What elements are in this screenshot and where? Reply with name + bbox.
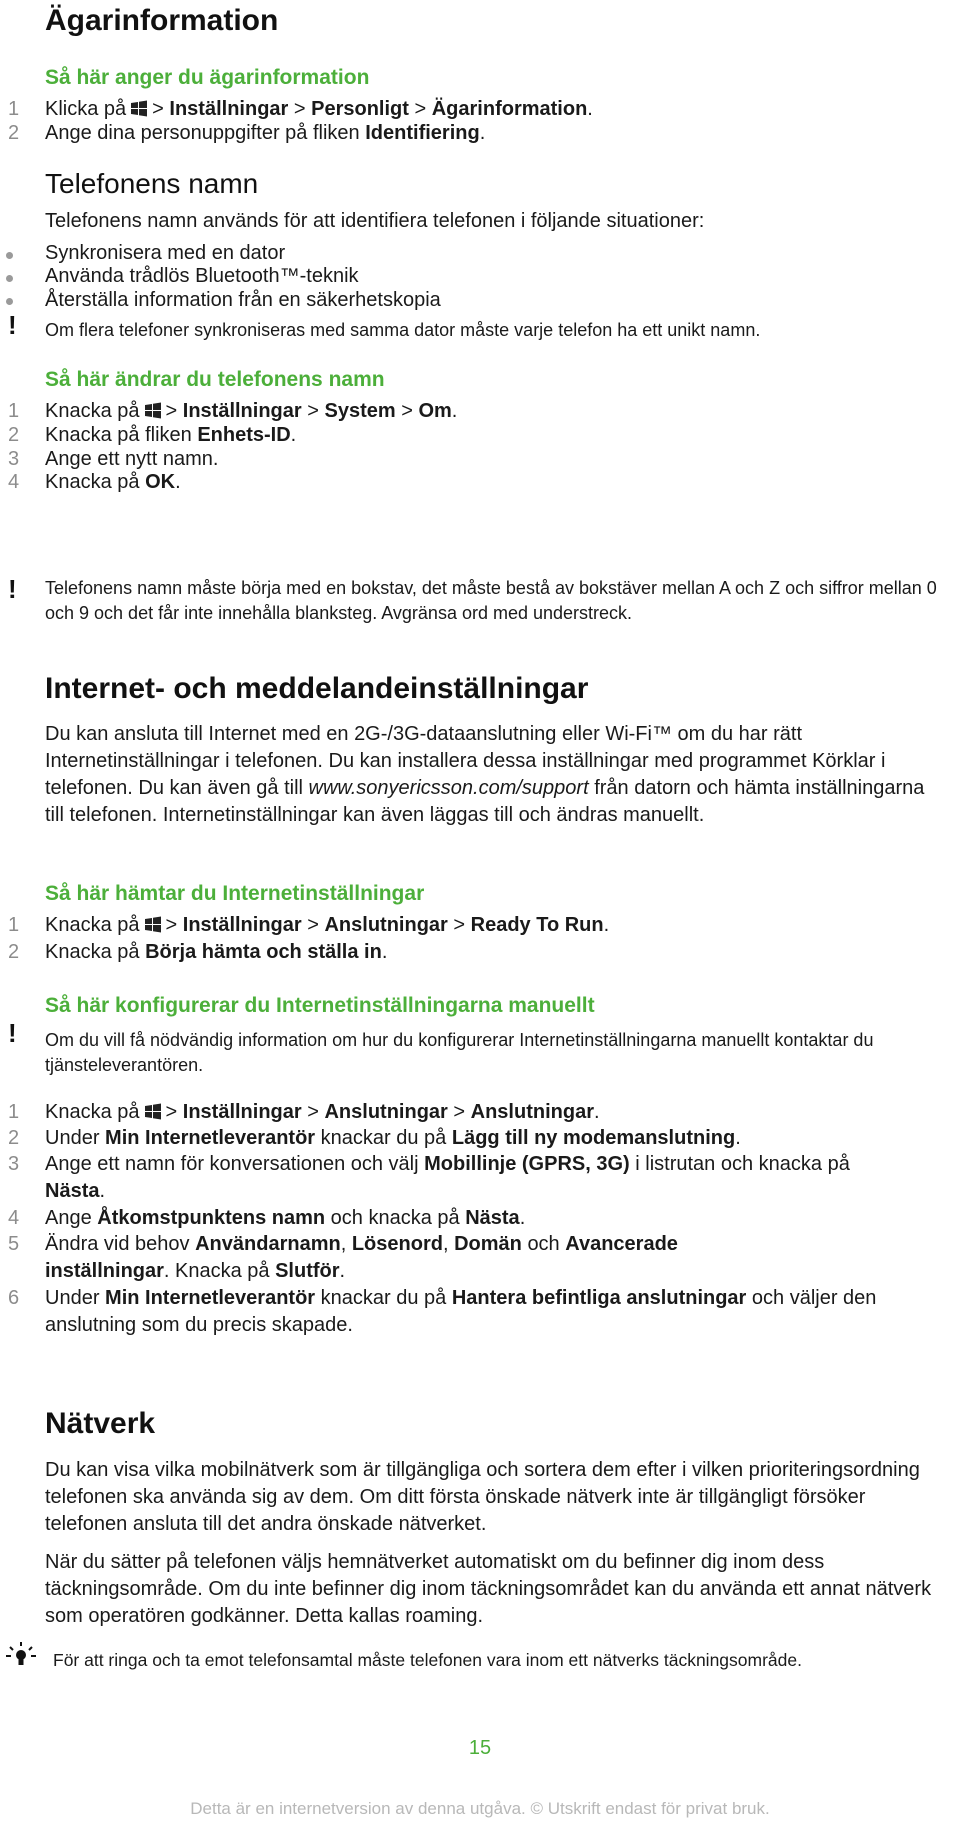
step-number: 1 <box>8 400 20 422</box>
bullet <box>6 298 16 308</box>
tip-text: För att ringa och ta emot telefonsamtal måste telefonen vara inom ett nätverks täckningsområde. <box>53 1650 802 1670</box>
windows-start-icon <box>130 99 148 117</box>
step-number: 2 <box>8 122 20 144</box>
step-number: 6 <box>8 1287 20 1309</box>
support-link[interactable]: www.sonyericsson.com/support <box>308 777 589 799</box>
exclamation-icon: ! <box>8 1018 17 1048</box>
step-number: 4 <box>8 471 20 493</box>
step-5: Ändra vid behov Användarnamn, Lösenord, Domän och Avancerade inställningar. Knacka på Slutför. <box>45 1233 678 1282</box>
step-number: 5 <box>8 1233 20 1255</box>
procedure-title: Så här hämtar du Internetinställningar <box>45 882 425 905</box>
list-item: Synkronisera med en dator <box>45 242 286 264</box>
step-1: Knacka på > Inställningar > System > Om. <box>45 400 458 422</box>
step-number: 2 <box>8 941 20 963</box>
step-2: Under Min Internetleverantör knackar du på Lägg till ny modemanslutning. <box>45 1127 741 1149</box>
step-number: 4 <box>8 1207 20 1229</box>
bullet <box>6 252 16 262</box>
list-item: Använda trådlös Bluetooth™-teknik <box>45 265 359 287</box>
step-2: Knacka på fliken Enhets-ID. <box>45 424 297 446</box>
step-number: 1 <box>8 914 20 936</box>
section-title-agarinformation: Ägarinformation <box>45 4 279 37</box>
windows-start-icon <box>144 1102 162 1120</box>
step-1: Klicka på > Inställningar > Personligt > Ägarinformation. <box>45 98 593 120</box>
step-4: Knacka på OK. <box>45 471 181 493</box>
note-text: Telefonens namn måste börja med en bokstav, det måste bestå av bokstäver mellan A och Z och siffror mellan 0 och 9 och det får inte innehålla blanksteg. Avgränsa ord med understreck. <box>45 578 937 623</box>
step-number: 1 <box>8 1101 20 1123</box>
step-number: 1 <box>8 98 20 120</box>
exclamation-icon: ! <box>8 310 17 340</box>
lightbulb-icon <box>4 1640 38 1670</box>
note-text: Om flera telefoner synkroniseras med samma dator måste varje telefon ha ett unikt namn. <box>45 320 761 340</box>
procedure-title: Så här ändrar du telefonens namn <box>45 368 385 391</box>
step-1: Knacka på > Inställningar > Anslutningar > Anslutningar. <box>45 1101 600 1123</box>
intro-text: Du kan ansluta till Internet med en 2G-/3G-dataanslutning eller Wi-Fi™ om du har rätt Internetinställningar i telefonen. Du kan installera dessa inställningar med programmet Körklar i telefonen. Du kan även gå till www.sonyericsson.com/support från datorn och hämta inställningarna till telefonen. Internetinställningar kan även läggas till och ändras manuellt. <box>45 723 925 826</box>
step-number: 3 <box>8 448 20 470</box>
intro-text: Telefonens namn används för att identifiera telefonen i följande situationer: <box>45 210 705 232</box>
step-number: 2 <box>8 424 20 446</box>
bullet <box>6 275 16 285</box>
step-2: Ange dina personuppgifter på fliken Identifiering. <box>45 122 486 144</box>
step-number: 3 <box>8 1153 20 1175</box>
note-text: Om du vill få nödvändig information om hur du konfigurerar Internetinställningarna manuellt kontaktar du tjänsteleverantören. <box>45 1030 874 1075</box>
list-item: Återställa information från en säkerhetskopia <box>45 289 441 311</box>
section-title-natverk: Nätverk <box>45 1407 156 1440</box>
step-3: Ange ett namn för konversationen och välj Mobillinje (GPRS, 3G) i listrutan och knacka på Nästa. <box>45 1153 850 1202</box>
procedure-title: Så här anger du ägarinformation <box>45 66 370 89</box>
section-title-internet: Internet- och meddelandeinställningar <box>45 672 589 705</box>
footer-note: Detta är en internetversion av denna utgåva. © Utskrift endast för privat bruk. <box>190 1799 770 1818</box>
paragraph: När du sätter på telefonen väljs hemnätverket automatiskt om du befinner dig inom dess täckningsområde. Om du inte befinner dig inom täckningsområdet kan du använda ett annat nätverk som operatören godkänner. Detta kallas roaming. <box>45 1551 932 1627</box>
step-2: Knacka på Börja hämta och ställa in. <box>45 941 388 963</box>
windows-start-icon <box>144 915 162 933</box>
exclamation-icon: ! <box>8 574 17 604</box>
step-3: Ange ett nytt namn. <box>45 448 219 470</box>
procedure-title: Så här konfigurerar du Internetinställningarna manuellt <box>45 994 595 1017</box>
page-number: 15 <box>468 1737 492 1759</box>
windows-start-icon <box>144 401 162 419</box>
step-number: 2 <box>8 1127 20 1149</box>
section-title-telefonens-namn: Telefonens namn <box>45 168 259 199</box>
step-4: Ange Åtkomstpunktens namn och knacka på Nästa. <box>45 1207 526 1229</box>
paragraph: Du kan visa vilka mobilnätverk som är tillgängliga och sortera dem efter i vilken prioriteringsordning telefonen ska använda sig av dem. Om ditt första önskade nätverk inte är tillgängligt försöker telefonen ansluta till det andra önskade nätverket. <box>45 1459 920 1535</box>
step-6: Under Min Internetleverantör knackar du på Hantera befintliga anslutningar och väljer den anslutning som du precis skapade. <box>45 1287 877 1336</box>
step-1: Knacka på > Inställningar > Anslutningar > Ready To Run. <box>45 914 610 936</box>
